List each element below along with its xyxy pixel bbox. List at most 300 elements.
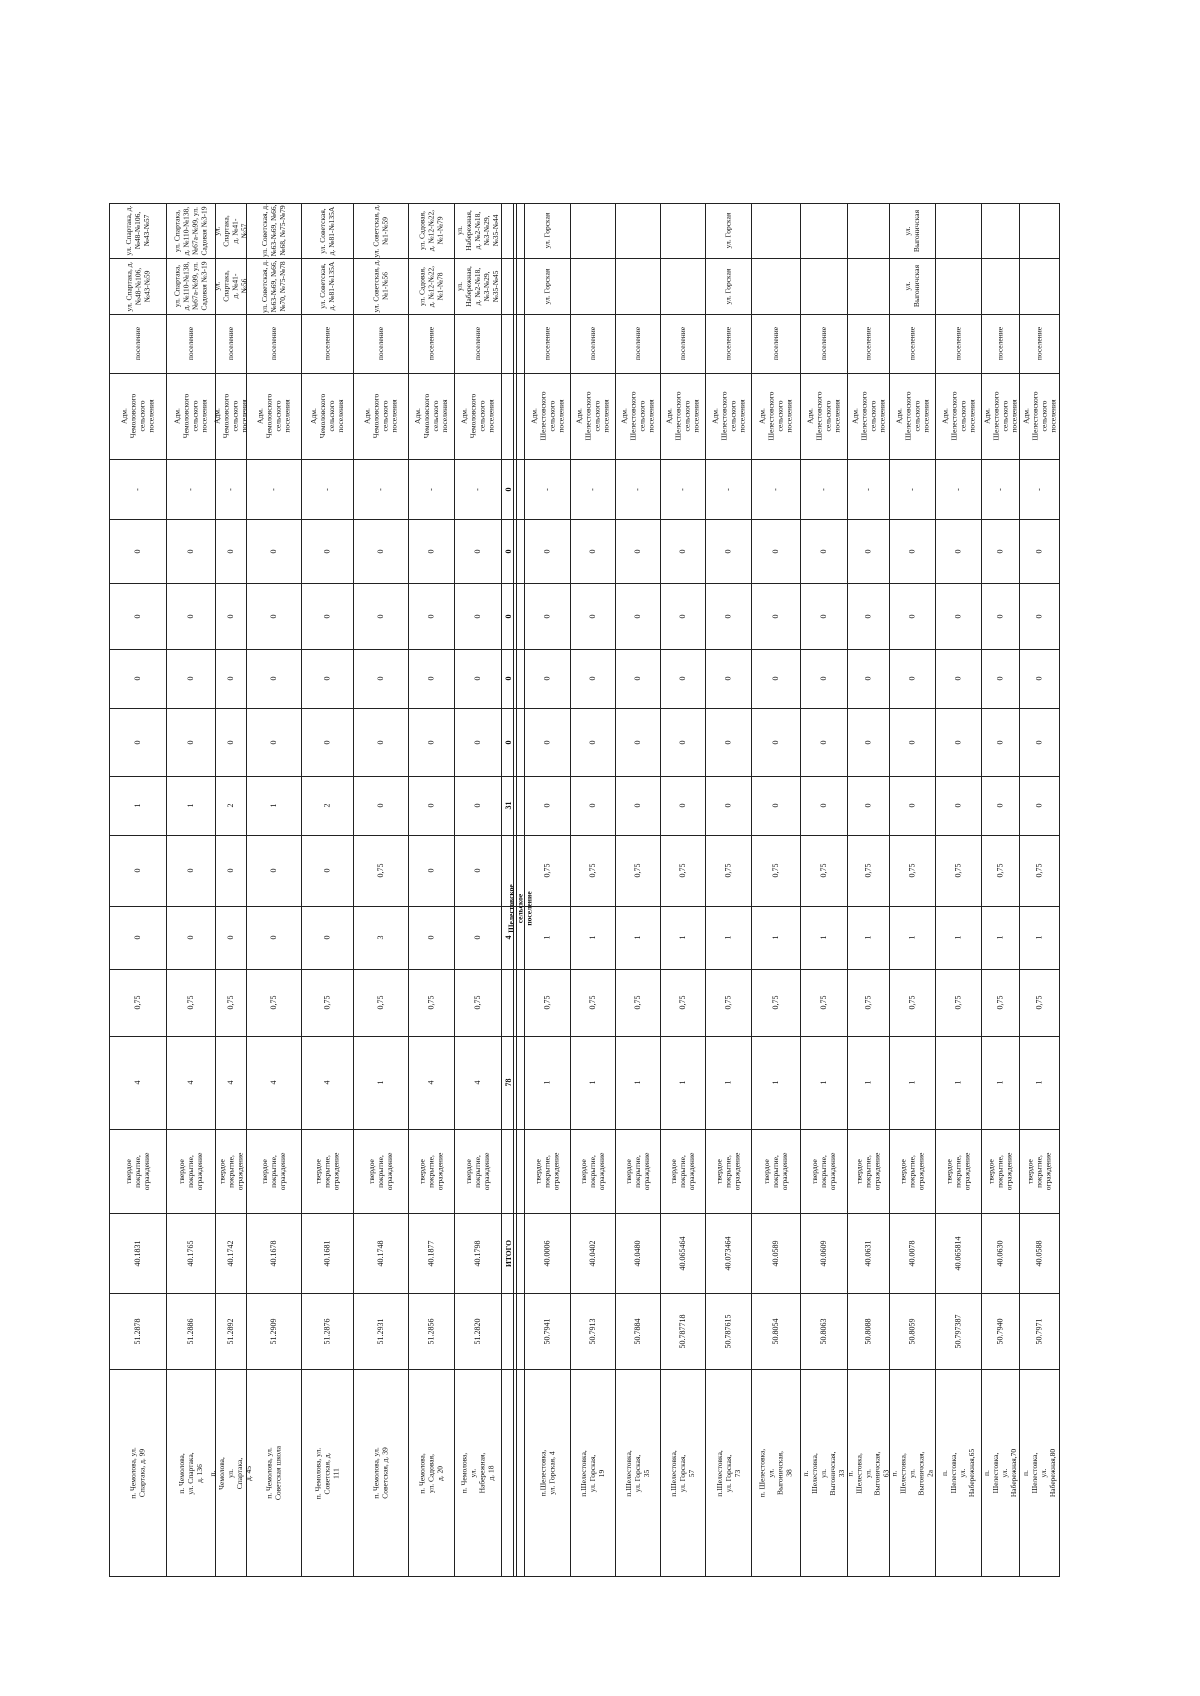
row2-10-settlement-text: п. Шелестовка, ул. Набережная,65 (940, 1448, 976, 1498)
row-1-c-count-text: 0 (133, 935, 142, 940)
row2-5-settlement-text: п.Шелестовка, ул. Горская, 73 (714, 1449, 742, 1497)
row-3-addr1-text: ул. Спартака, д. №41-№56 (212, 270, 249, 302)
row2-6-c-count-text: 1 (771, 935, 780, 940)
row-6-c3-text: 0 (376, 803, 385, 808)
row2-9-settlement (889, 1369, 935, 1577)
row2-2-lat-text: 50.7913 (588, 1318, 597, 1344)
total-label-text: ИТОГО (504, 1239, 513, 1267)
row2-4-settlement-text: п.Шелестовка, ул. Горская, 57 (669, 1449, 697, 1497)
row-8-volume-text: 0,75 (473, 995, 482, 1010)
row-7-lat (408, 1293, 454, 1369)
row2-9-c7-text: 0 (907, 549, 917, 553)
row2-9-c4-text: 0 (907, 740, 917, 744)
row2-12-type (1019, 314, 1059, 373)
row2-8-settlement-text: п. Шелестовка, ул. Выгоничская, 63 (845, 1450, 891, 1495)
row-6-c4 (353, 708, 408, 776)
row-7-containers (408, 1036, 454, 1129)
row-5-c-vol (301, 835, 353, 906)
row-7-c8-text: - (426, 487, 436, 491)
row2-2-type (570, 314, 615, 373)
row-5-addr1 (301, 258, 353, 314)
row2-7-c8-text: - (819, 487, 828, 491)
row2-4-c-count (660, 906, 705, 969)
row-7-type (408, 314, 454, 373)
row2-6-containers (751, 1036, 800, 1129)
row2-1-type (524, 314, 570, 373)
row-4-type (246, 314, 301, 373)
row2-4-c-count-text: 1 (678, 935, 687, 940)
row-8-c8-text: - (473, 487, 482, 491)
row2-7-type (800, 314, 847, 373)
row2-8-c3 (847, 776, 889, 835)
row2-4-c3 (660, 776, 705, 835)
row2-9-addr2 (889, 203, 935, 258)
row2-3-settlement-text: п.Шелестовка, ул. Горская, 35 (624, 1449, 652, 1497)
row2-8-c-count (847, 906, 889, 969)
row2-2-c3 (570, 776, 615, 835)
row-8-type-text: поселение (473, 326, 482, 361)
row2-5-surface (705, 1129, 751, 1213)
row2-3-c6 (615, 583, 660, 649)
row-1-lat-text: 51.2878 (133, 1318, 142, 1344)
row-2-lat-text: 51.2886 (186, 1318, 195, 1344)
row2-2-c6-text: 0 (588, 614, 597, 618)
row-7-surface-text: твердое покрытие, ограждение (417, 1152, 445, 1190)
row2-7-c5 (800, 649, 847, 708)
row2-6-lon (751, 1213, 800, 1293)
row2-10-c6-text: 0 (953, 614, 963, 618)
row2-1-addr1 (524, 258, 570, 314)
row-2-type (166, 314, 215, 373)
row-6-c-count (353, 906, 408, 969)
row-1-c-vol (109, 835, 166, 906)
row-5-addr1-text: ул. Советская, д. №81-№135А (318, 261, 336, 311)
row2-5-c4 (705, 708, 751, 776)
row-5-addr2 (301, 203, 353, 258)
row-1-type-text: поселение (133, 326, 142, 361)
row2-10-c5 (935, 649, 981, 708)
row-4-containers (246, 1036, 301, 1129)
row2-10-c-vol-text: 0,75 (953, 863, 963, 878)
total-c4-text: 0 (504, 740, 513, 744)
row2-7-c5-text: 0 (819, 676, 828, 681)
row2-8-lon-text: 40.0631 (863, 1240, 873, 1266)
row2-4-volume (660, 969, 705, 1036)
total-c6-text: 0 (504, 614, 513, 618)
row2-8-c5-text: 0 (863, 676, 873, 681)
row2-1-owner (524, 373, 570, 459)
row2-12-volume (1019, 969, 1059, 1036)
row2-3-c-count-text: 1 (633, 935, 642, 940)
row-2-addr2-text: ул. Спартака, д. №110-№138, №67а-№99, ул. Садовая №3-19 (172, 206, 209, 255)
row2-4-lat-text: 50.787718 (678, 1314, 687, 1348)
row2-6-c-vol (751, 835, 800, 906)
row2-6-c3 (751, 776, 800, 835)
row2-5-c-vol-text: 0,75 (723, 863, 733, 878)
row2-6-c8-text: - (771, 487, 780, 491)
row-6-c-vol-text: 0,75 (376, 863, 385, 878)
row2-10-c7 (935, 519, 981, 583)
row2-3-c5 (615, 649, 660, 708)
row-1-c-count (109, 906, 166, 969)
row2-8-volume (847, 969, 889, 1036)
row2-2-surface-text: твердое покрытие, ограждение (579, 1152, 606, 1190)
row2-3-c3-text: 0 (633, 803, 642, 808)
total-c-count-text: 4 (504, 935, 513, 940)
row2-10-c8-text: - (953, 487, 963, 491)
row2-2-c-count-text: 1 (588, 935, 597, 940)
row-3-settlement (208, 1369, 253, 1577)
row2-9-c5-text: 0 (907, 676, 917, 681)
row-4-c-count-text: 0 (269, 935, 278, 940)
row2-9-surface-text: твердое покрытие, ограждение (898, 1152, 926, 1190)
row-7-owner-text: Адм. Чемоловского сельского поселения (413, 393, 449, 439)
row2-7-surface (800, 1129, 847, 1213)
row2-11-c-vol (981, 835, 1019, 906)
row2-3-c8 (615, 459, 660, 519)
row-8-containers-text: 4 (473, 1080, 482, 1085)
row2-4-c5-text: 0 (678, 676, 687, 681)
row2-10-c7-text: 0 (953, 549, 963, 553)
row-2-c6 (166, 583, 215, 649)
row2-5-c3-text: 0 (723, 803, 733, 808)
row-7-c5 (408, 649, 454, 708)
row2-10-c5-text: 0 (953, 676, 963, 681)
row-2-c4-text: 0 (186, 740, 195, 744)
row2-10-containers (935, 1036, 981, 1129)
row-4-lon-text: 40.1678 (269, 1240, 278, 1266)
row2-9-c6-text: 0 (907, 614, 917, 618)
row2-1-c5-text: 0 (542, 676, 552, 681)
row2-4-volume-text: 0,75 (678, 995, 687, 1010)
row-8-surface (454, 1129, 501, 1213)
row-6-c4-text: 0 (376, 740, 385, 744)
row-1-lat (109, 1293, 166, 1369)
row-3-lat (215, 1293, 246, 1369)
row-1-c4-text: 0 (133, 740, 142, 744)
row-8-type (454, 314, 501, 373)
row2-9-type (889, 314, 935, 373)
row2-3-surface-text: твердое покрытие, ограждение (624, 1152, 651, 1190)
row-7-c6-text: 0 (426, 614, 436, 618)
row-1-settlement (109, 1369, 166, 1577)
row2-6-c-count (751, 906, 800, 969)
row-5-c-count (301, 906, 353, 969)
row2-1-containers (524, 1036, 570, 1129)
row2-2-c-vol (570, 835, 615, 906)
row-6-c8 (353, 459, 408, 519)
row-1-settlement-text: п. Чемолова, ул. Спартака, д. 99 (128, 1447, 147, 1499)
row2-8-lat (847, 1293, 889, 1369)
row2-4-containers-text: 1 (678, 1080, 687, 1085)
row2-10-owner (935, 373, 981, 459)
row2-7-c-count-text: 1 (819, 935, 828, 940)
row2-1-c5 (524, 649, 570, 708)
row2-11-c4 (981, 708, 1019, 776)
row2-1-lat-text: 50.7941 (542, 1318, 552, 1344)
row-8-c6-text: 0 (473, 614, 482, 618)
row-7-c4 (408, 708, 454, 776)
row2-3-settlement (615, 1369, 660, 1577)
row-5-settlement-text: п. Чемолова, ул. Советская, д. 111 (313, 1447, 341, 1499)
row-4-settlement (246, 1369, 301, 1577)
row2-2-surface (570, 1129, 615, 1213)
row-6-type (353, 314, 408, 373)
row2-9-c-vol (889, 835, 935, 906)
row2-2-c5-text: 0 (588, 676, 597, 681)
row-1-c-vol-text: 0 (133, 868, 142, 873)
row-8-c7-text: 0 (473, 549, 482, 553)
row2-3-c-count (615, 906, 660, 969)
row2-5-c-vol (705, 835, 751, 906)
row2-7-c-vol (800, 835, 847, 906)
row2-11-surface-text: твердое покрытие, ограждение (986, 1152, 1014, 1190)
row-5-addr2-text: ул. Советская, д. №81-№135А (318, 206, 336, 255)
row2-2-c4-text: 0 (588, 740, 597, 744)
row2-8-c4 (847, 708, 889, 776)
row-8-surface-text: твердое покрытие, ограждение (464, 1152, 491, 1190)
row2-1-c8 (524, 459, 570, 519)
row2-10-volume-text: 0,75 (953, 995, 963, 1010)
row-2-c3 (166, 776, 215, 835)
total-c3-text: 31 (504, 801, 513, 810)
row2-5-c-count-text: 1 (723, 935, 733, 940)
row-1-c3 (109, 776, 166, 835)
row-1-c5-text: 0 (133, 676, 142, 681)
row2-7-c8 (800, 459, 847, 519)
row-8-lat (454, 1293, 501, 1369)
row2-9-lon (889, 1213, 935, 1293)
row2-5-containers-text: 1 (723, 1080, 733, 1085)
row-2-owner (166, 373, 215, 459)
row2-3-owner-text: Адм. Шелестовского сельского поселения (619, 391, 656, 441)
row2-1-surface-text: твердое покрытие, ограждение (533, 1152, 561, 1190)
row2-2-volume (570, 969, 615, 1036)
row-4-type-text: поселение (269, 326, 278, 361)
row2-1-addr1-text: ул. Горская (542, 268, 552, 304)
row2-5-lat (705, 1293, 751, 1369)
row2-1-c-vol (524, 835, 570, 906)
row2-7-c3-text: 0 (819, 803, 828, 808)
row-3-volume (215, 969, 246, 1036)
row-3-surface (215, 1129, 246, 1213)
row2-7-type-text: поселение (819, 326, 828, 361)
row-7-type-text: поселение (426, 326, 436, 361)
row2-3-c-vol-text: 0,75 (633, 863, 642, 878)
row2-4-surface (660, 1129, 705, 1213)
row2-9-c-count (889, 906, 935, 969)
row-1-c3-text: 1 (133, 803, 142, 808)
row-1-c6 (109, 583, 166, 649)
row2-10-owner-text: Адм. Шелестовского сельского поселения (940, 391, 977, 441)
row-6-volume-text: 0,75 (376, 995, 385, 1010)
row2-8-volume-text: 0,75 (863, 995, 873, 1010)
row2-2-lon (570, 1213, 615, 1293)
row2-10-c4-text: 0 (953, 740, 963, 744)
row2-9-lon-text: 40.0078 (907, 1240, 917, 1266)
row2-6-c6-text: 0 (771, 614, 780, 618)
row-5-lat (301, 1293, 353, 1369)
row2-5-c3 (705, 776, 751, 835)
row2-6-volume (751, 969, 800, 1036)
row-1-lon-text: 40.1831 (133, 1240, 142, 1266)
row2-5-c6 (705, 583, 751, 649)
row-6-containers-text: 1 (376, 1080, 385, 1085)
row2-6-volume-text: 0,75 (771, 995, 780, 1010)
row2-3-type (615, 314, 660, 373)
row2-1-lat (524, 1293, 570, 1369)
row2-10-lon (935, 1213, 981, 1293)
row2-5-c7 (705, 519, 751, 583)
row2-12-c8 (1019, 459, 1059, 519)
row-1-owner (109, 373, 166, 459)
row-3-c-vol (215, 835, 246, 906)
row2-9-containers-text: 1 (907, 1080, 917, 1085)
row2-1-lon (524, 1213, 570, 1293)
row2-11-c6-text: 0 (995, 614, 1005, 618)
row2-5-addr1-text: ул. Горская (723, 268, 733, 304)
row2-1-c-count (524, 906, 570, 969)
row-3-c6-text: 0 (226, 614, 235, 618)
row-2-volume-text: 0,75 (186, 995, 195, 1010)
row2-4-lat (660, 1293, 705, 1369)
row2-10-c8 (935, 459, 981, 519)
row-8-c-vol-text: 0 (473, 868, 482, 873)
row2-4-owner-text: Адм. Шелестовского сельского поселения (664, 391, 701, 441)
row2-11-c8-text: - (995, 487, 1005, 491)
row2-10-surface-text: твердое покрытие, ограждение (944, 1152, 972, 1190)
row2-1-c6-text: 0 (542, 614, 552, 618)
total-c8 (501, 459, 516, 519)
row-5-c3-text: 2 (322, 803, 332, 808)
row-7-containers-text: 4 (426, 1080, 436, 1085)
row-1-addr1 (109, 258, 166, 314)
row-4-c4-text: 0 (269, 740, 278, 744)
row-3-lon-text: 40.1742 (226, 1240, 235, 1266)
row-1-volume (109, 969, 166, 1036)
row2-7-c4 (800, 708, 847, 776)
row-5-c4 (301, 708, 353, 776)
row-1-owner-text: Адм. Чемоловского сельского поселения (119, 393, 156, 439)
row2-1-lon-text: 40.0006 (542, 1240, 552, 1266)
row-3-c-vol-text: 0 (226, 868, 235, 873)
row-6-volume (353, 969, 408, 1036)
row-5-owner-text: Адм. Чемоловского сельского поселения (309, 393, 345, 439)
row2-11-type (981, 314, 1019, 373)
row-2-c-count (166, 906, 215, 969)
row2-6-c5 (751, 649, 800, 708)
row2-9-volume-text: 0,75 (907, 995, 917, 1010)
row2-11-c7-text: 0 (995, 549, 1005, 553)
row-4-addr1 (246, 258, 301, 314)
row2-8-containers-text: 1 (863, 1080, 873, 1085)
row2-8-c6-text: 0 (863, 614, 873, 618)
row2-5-owner (705, 373, 751, 459)
row-2-c3-text: 1 (186, 803, 195, 808)
row2-5-volume (705, 969, 751, 1036)
row2-1-c7-text: 0 (542, 549, 552, 553)
row2-8-c-count-text: 1 (863, 935, 873, 940)
row2-3-owner (615, 373, 660, 459)
row2-12-lat (1019, 1293, 1059, 1369)
row-4-lon (246, 1213, 301, 1293)
row-5-type (301, 314, 353, 373)
row2-5-lon (705, 1213, 751, 1293)
row-5-c7-text: 0 (322, 549, 332, 553)
row-8-addr2-text: ул. Набережная, д. №2-№18, №3-№29, №35-№44 (455, 210, 500, 251)
row2-11-lat-text: 50.7940 (995, 1318, 1005, 1344)
row-2-c5 (166, 649, 215, 708)
row2-10-surface (935, 1129, 981, 1213)
row2-2-c5 (570, 649, 615, 708)
row2-12-c7-text: 0 (1034, 549, 1044, 553)
row2-11-settlement-text: п. Шелестовка, ул. Набережная,70 (982, 1448, 1018, 1498)
row-5-c6 (301, 583, 353, 649)
row2-8-owner (847, 373, 889, 459)
row-8-volume (454, 969, 501, 1036)
row-2-surface (166, 1129, 215, 1213)
row-7-settlement-text: п. Чемолова, ул. Садовая, д. 20 (417, 1452, 445, 1494)
row-3-containers (215, 1036, 246, 1129)
row-6-c7-text: 0 (376, 549, 385, 553)
row2-11-containers-text: 1 (995, 1080, 1005, 1085)
row-1-volume-text: 0,75 (133, 995, 142, 1010)
row2-12-volume-text: 0,75 (1034, 995, 1044, 1010)
row2-1-settlement (524, 1369, 570, 1577)
row-5-c6-text: 0 (322, 614, 332, 618)
grid-line (1059, 203, 1060, 1577)
row-2-owner-text: Адм. Чемоловского сельского поселения (172, 393, 209, 439)
row-7-volume-text: 0,75 (426, 995, 436, 1010)
row2-12-lon (1019, 1213, 1059, 1293)
row2-7-settlement-text: п. Шелестовка, ул. Выгоничская, 33 (801, 1451, 846, 1495)
row2-3-lon (615, 1213, 660, 1293)
row2-6-lon-text: 40.0589 (771, 1240, 780, 1266)
row2-8-c6 (847, 583, 889, 649)
row-5-surface (301, 1129, 353, 1213)
row-6-addr1 (353, 258, 408, 314)
row-1-surface-text: твердое покрытие, ограждение (124, 1152, 151, 1190)
row2-5-lat-text: 50.787615 (723, 1314, 733, 1348)
row-8-settlement (454, 1369, 501, 1577)
row-7-owner (408, 373, 454, 459)
row-6-settlement (353, 1369, 408, 1577)
row-8-lon-text: 40.1798 (473, 1240, 482, 1266)
row-7-addr1 (408, 258, 454, 314)
row2-6-settlement (751, 1369, 800, 1577)
row2-2-c3-text: 0 (588, 803, 597, 808)
row-1-c7 (109, 519, 166, 583)
row-6-lat (353, 1293, 408, 1369)
row-2-c-count-text: 0 (186, 935, 195, 940)
row2-2-type-text: поселение (588, 326, 597, 361)
row-7-lat-text: 51.2856 (426, 1318, 436, 1344)
row2-12-c-count-text: 1 (1034, 935, 1044, 940)
row2-3-c4 (615, 708, 660, 776)
row-2-c-vol (166, 835, 215, 906)
row2-4-c-vol-text: 0,75 (678, 863, 687, 878)
row-2-c4 (166, 708, 215, 776)
row-4-c6 (246, 583, 301, 649)
row-4-lat (246, 1293, 301, 1369)
row2-6-c7 (751, 519, 800, 583)
row2-12-settlement (1019, 1369, 1059, 1577)
row2-12-surface-text: твердое покрытие, ограждение (1025, 1152, 1053, 1190)
row2-10-lat (935, 1293, 981, 1369)
row2-4-c6 (660, 583, 705, 649)
row2-3-c8-text: - (633, 487, 642, 491)
row-4-c3-text: 1 (269, 803, 278, 808)
